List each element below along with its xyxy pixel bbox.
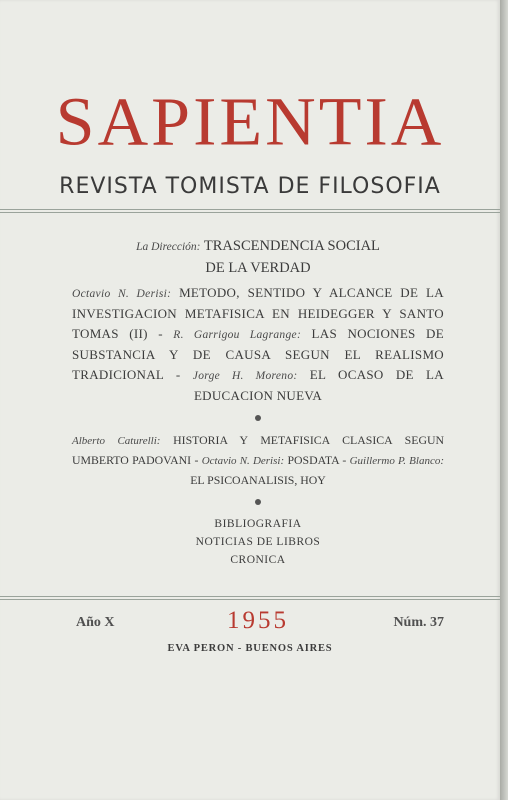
cover-edge — [500, 0, 508, 800]
article-title: POSDATA — [287, 453, 339, 467]
top-rule — [0, 209, 500, 210]
section-item: BIBLIOGRAFIA — [214, 518, 302, 530]
separator: - — [147, 326, 174, 341]
issue-info — [72, 607, 444, 637]
article-author: Guillermo P. Blanco: — [349, 455, 444, 467]
issue-number: Núm. 37 — [393, 615, 444, 630]
volume-label: Año X — [76, 615, 115, 630]
journal-title: SAPIENTIA — [55, 84, 445, 161]
journal-subtitle: REVISTA TOMISTA DE FILOSOFIA — [59, 174, 441, 199]
article-title: HISTORIA Y METAFISICA CLASICA SEGUN UMBERTO PADOVANI — [72, 433, 444, 467]
article-author: R. Garrigou Lagrange: — [173, 329, 302, 341]
section-item: NOTICIAS DE LIBROS — [195, 536, 321, 548]
issue-year: 1955 — [227, 607, 289, 634]
lead-title-line-2: DE LA VERDAD — [205, 260, 311, 276]
section-item: CRONICA — [230, 554, 286, 566]
lead-article — [72, 236, 444, 279]
bullet-divider — [255, 415, 261, 421]
bottom-rule — [0, 596, 500, 597]
article-author: Alberto Caturelli: — [72, 435, 161, 447]
section-list — [72, 515, 444, 569]
article-author: Jorge H. Moreno: — [192, 370, 298, 382]
article-list-main — [72, 283, 444, 406]
article-title: EL OCASO DE LA EDUCACION NUEVA — [193, 367, 444, 403]
bullet-divider — [255, 499, 261, 505]
lead-author: La Dirección: — [136, 241, 201, 253]
article-author: Octavio N. Derisi: — [201, 455, 285, 467]
table-of-contents — [72, 236, 444, 569]
top-rule-double — [0, 212, 500, 213]
article-title: LAS NOCIONES DE SUBSTANCIA Y DE CAUSA SEGUN EL REALISMO TRADICIONAL — [72, 326, 444, 382]
bottom-rule-double — [0, 599, 500, 600]
separator: - — [338, 453, 350, 467]
article-list-secondary — [72, 431, 444, 490]
publication-place: EVA PERON - BUENOS AIRES — [167, 643, 333, 654]
article-title: EL PSICOANALISIS, HOY — [190, 473, 326, 487]
article-author: Octavio N. Derisi: — [72, 288, 172, 300]
separator: - — [191, 453, 202, 467]
lead-title-line-1: TRASCENDENCIA SOCIAL — [203, 238, 380, 254]
separator: - — [163, 367, 193, 382]
article-title: METODO, SENTIDO Y ALCANCE DE LA INVESTIGACION METAFISICA EN HEIDEGGER Y SANTO TOMAS (II) — [72, 285, 444, 341]
